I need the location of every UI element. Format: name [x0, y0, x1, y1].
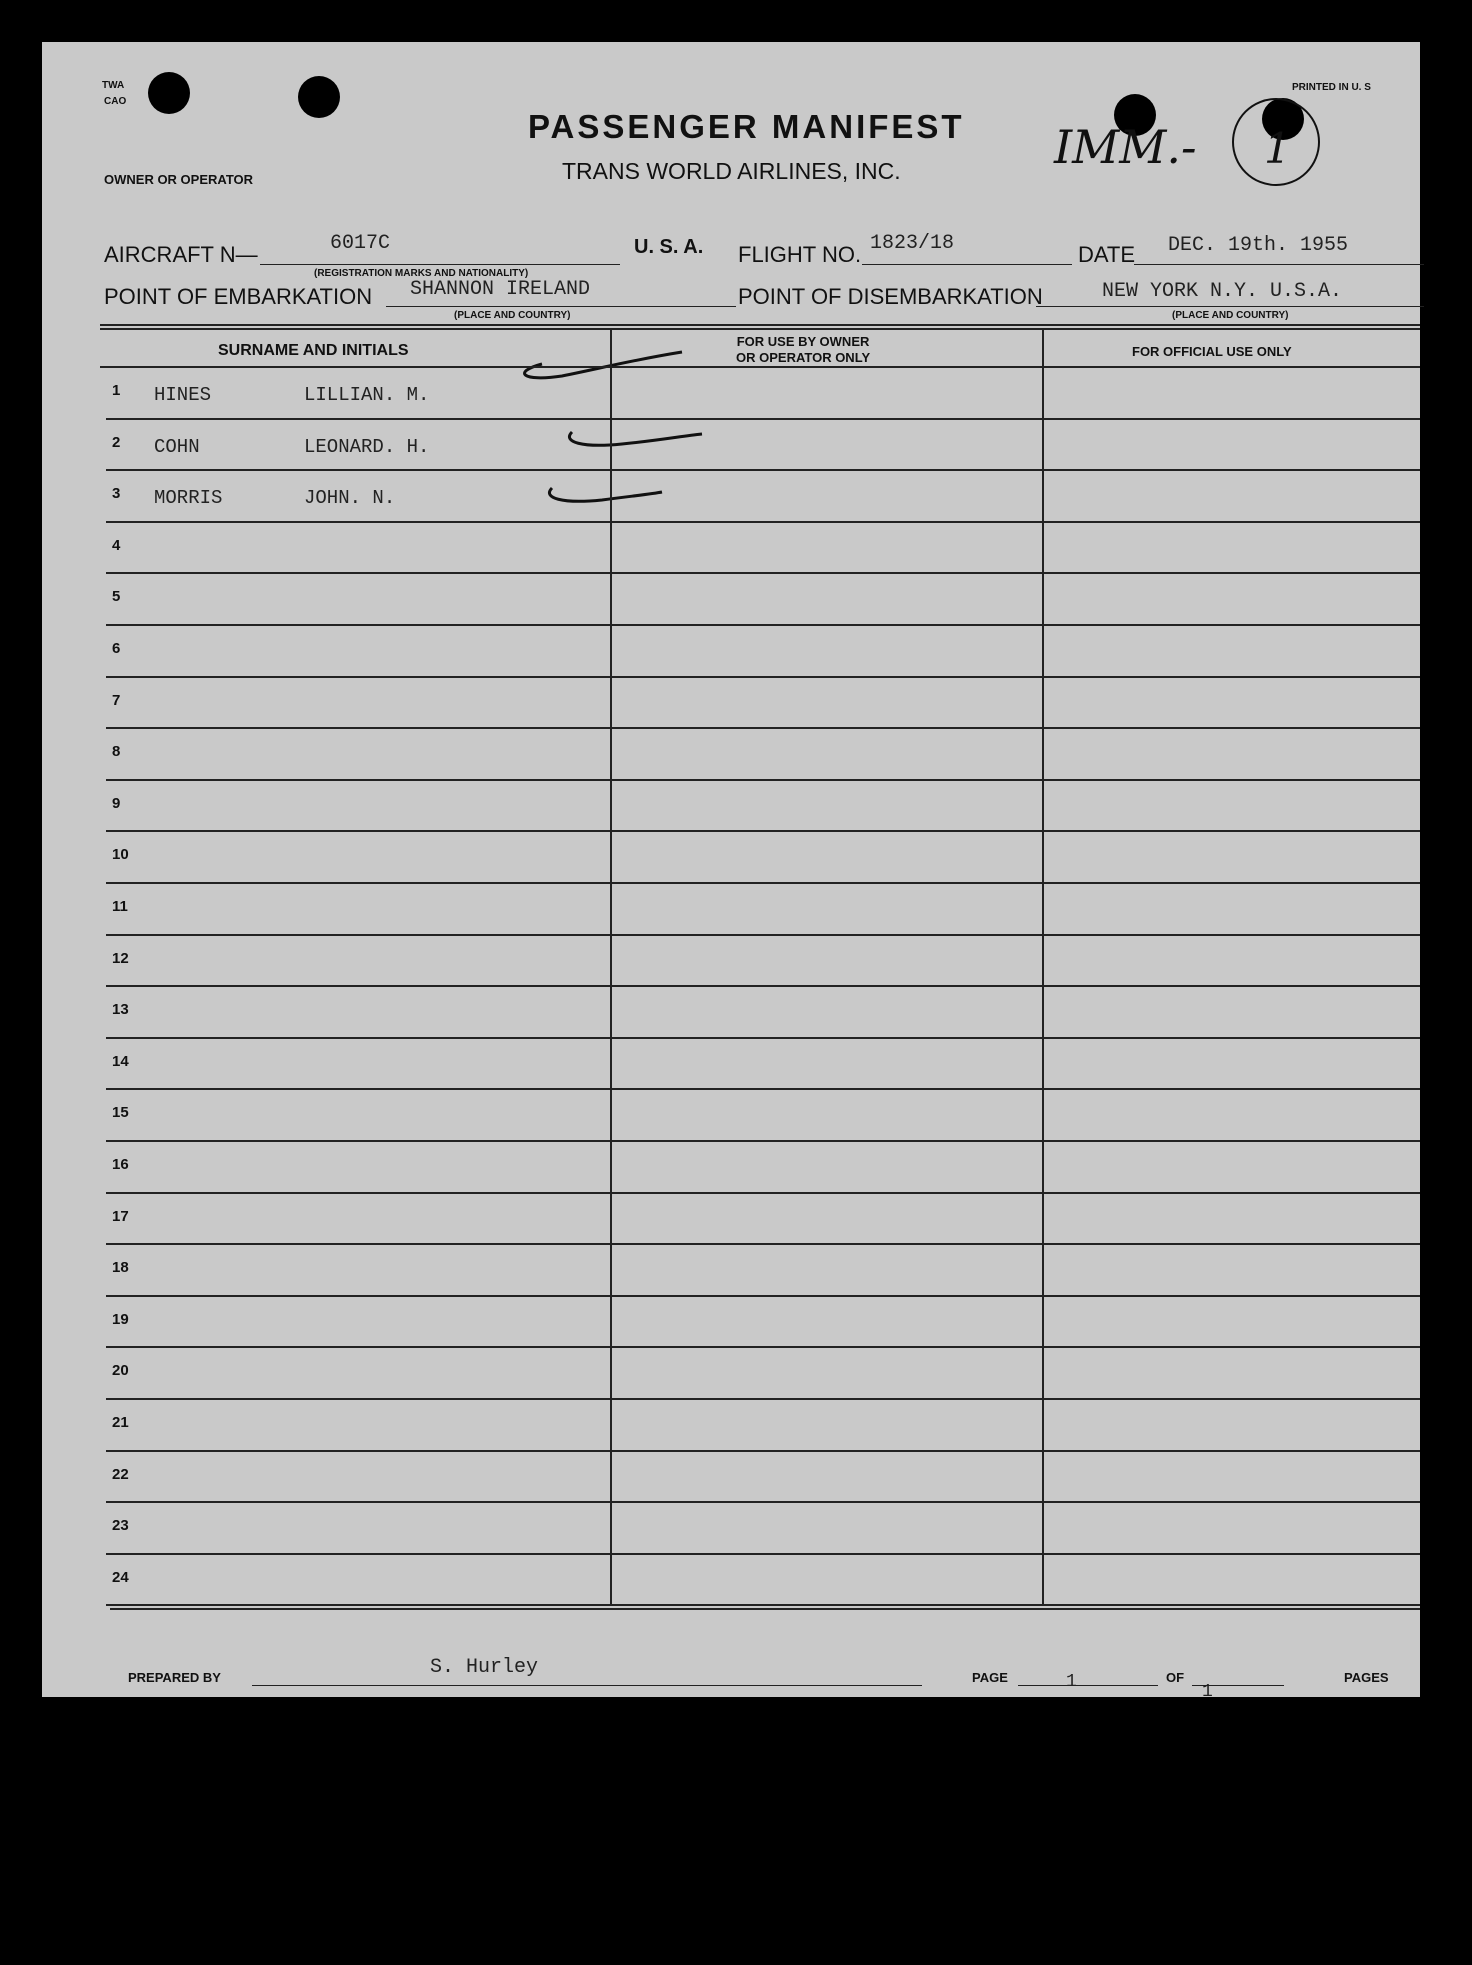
row-rule	[106, 1553, 1420, 1555]
row-rule	[106, 1295, 1420, 1297]
check-mark-icon	[549, 488, 662, 501]
form-code-line-2: CAO	[104, 96, 127, 107]
row-number: 13	[112, 1001, 129, 1019]
row-number: 4	[112, 536, 121, 554]
table-bottom-rule	[110, 1608, 1420, 1610]
of-value: 1	[1202, 1682, 1213, 1702]
owner-operator-label: OWNER OR OPERATOR	[104, 172, 254, 187]
row-number: 1	[112, 382, 121, 399]
passenger-initials: LILLIAN. M.	[304, 384, 430, 406]
pages-label: PAGES	[1344, 1670, 1389, 1685]
passenger-initials: LEONARD. H.	[304, 435, 430, 458]
row-number: 14	[112, 1052, 129, 1070]
row-rule	[106, 1604, 1420, 1606]
page-label: PAGE	[972, 1670, 1008, 1685]
embarkation-value: SHANNON IRELAND	[410, 278, 591, 301]
row-number: 5	[112, 588, 121, 606]
disembarkation-label: POINT OF DISEMBARKATION	[738, 284, 1043, 309]
form-code-line-1: TWA	[102, 80, 125, 91]
aircraft-label: AIRCRAFT N—	[104, 242, 258, 267]
row-rule	[106, 1088, 1420, 1090]
flight-no-value: 1823/18	[870, 232, 955, 255]
row-rule	[106, 624, 1420, 626]
row-number: 20	[112, 1362, 129, 1380]
table-column-divider	[1042, 328, 1044, 1604]
aircraft-value: 6017C	[330, 232, 391, 255]
row-rule	[106, 934, 1420, 936]
of-label: OF	[1166, 1670, 1185, 1685]
row-number: 23	[112, 1517, 129, 1535]
row-rule	[106, 572, 1420, 574]
row-rule	[106, 1346, 1420, 1348]
col-header-owner-line1: FOR USE BY OWNER	[736, 334, 870, 349]
passenger-initials: JOHN. N.	[304, 487, 396, 510]
row-rule	[106, 1501, 1420, 1503]
registration-note: (REGISTRATION MARKS AND NATIONALITY)	[314, 268, 529, 279]
handwritten-mark: IMM.-	[1054, 120, 1197, 174]
col-header-official: FOR OFFICIAL USE ONLY	[1132, 344, 1292, 359]
page-value: 1	[1066, 1672, 1077, 1692]
airline-name: TRANS WORLD AIRLINES, INC.	[562, 158, 901, 184]
row-number: 9	[112, 794, 121, 812]
date-label: DATE	[1078, 242, 1136, 267]
disembark-place-note: (PLACE AND COUNTRY)	[1172, 310, 1289, 321]
row-rule	[106, 882, 1420, 884]
row-number: 17	[112, 1207, 129, 1225]
row-number: 15	[112, 1104, 129, 1122]
printed-in: PRINTED IN U. S	[1292, 82, 1371, 93]
handwritten-page-number: 1	[1264, 124, 1291, 173]
page-title: PASSENGER MANIFEST	[528, 108, 965, 145]
row-number: 3	[112, 485, 121, 503]
usa-label: U. S. A.	[634, 236, 704, 258]
passenger-surname: HINES	[154, 384, 212, 406]
row-number: 7	[112, 691, 121, 709]
row-number: 22	[112, 1465, 129, 1483]
prepared-by-label: PREPARED BY	[128, 1670, 221, 1685]
row-number: 10	[112, 846, 129, 864]
prepared-by-value: S. Hurley	[430, 1656, 539, 1679]
row-number: 16	[112, 1156, 129, 1173]
col-header-owner-line2: OR OPERATOR ONLY	[736, 350, 871, 365]
row-rule	[106, 469, 1420, 471]
manifest-page	[42, 42, 1420, 1702]
row-number: 12	[112, 949, 129, 967]
table-column-divider	[610, 328, 612, 1604]
row-rule	[106, 1037, 1420, 1039]
date-value: DEC. 19th. 1955	[1168, 234, 1349, 257]
row-number: 19	[112, 1310, 129, 1328]
passenger-surname: MORRIS	[154, 487, 223, 510]
row-rule	[106, 1450, 1420, 1452]
row-rule	[106, 521, 1420, 523]
passenger-surname: COHN	[154, 435, 200, 458]
row-rule	[106, 985, 1420, 987]
row-number: 24	[112, 1568, 129, 1586]
check-mark-icon	[525, 352, 682, 378]
flight-no-label: FLIGHT NO.	[738, 242, 862, 267]
table-top-rule	[100, 328, 1420, 330]
row-number: 8	[112, 743, 121, 761]
row-rule	[106, 779, 1420, 781]
row-number: 11	[112, 898, 128, 915]
row-number: 2	[112, 433, 121, 451]
row-rule	[106, 418, 1420, 420]
table-header-rule	[100, 366, 1420, 368]
row-rule	[106, 727, 1420, 729]
row-number: 21	[112, 1414, 129, 1431]
row-rule	[106, 676, 1420, 678]
row-rule	[106, 830, 1420, 832]
row-rule	[106, 1192, 1420, 1194]
row-number: 18	[112, 1259, 129, 1277]
check-mark-icon	[569, 432, 702, 445]
disembarkation-value: NEW YORK N.Y. U.S.A.	[1102, 280, 1343, 303]
embark-place-note: (PLACE AND COUNTRY)	[454, 310, 571, 321]
table-top-rule	[100, 324, 1420, 326]
row-rule	[106, 1398, 1420, 1400]
row-rule	[106, 1243, 1420, 1245]
embarkation-label: POINT OF EMBARKATION	[104, 284, 373, 309]
row-rule	[106, 1140, 1420, 1142]
col-header-surname: SURNAME AND INITIALS	[218, 342, 409, 359]
row-number: 6	[112, 640, 121, 657]
